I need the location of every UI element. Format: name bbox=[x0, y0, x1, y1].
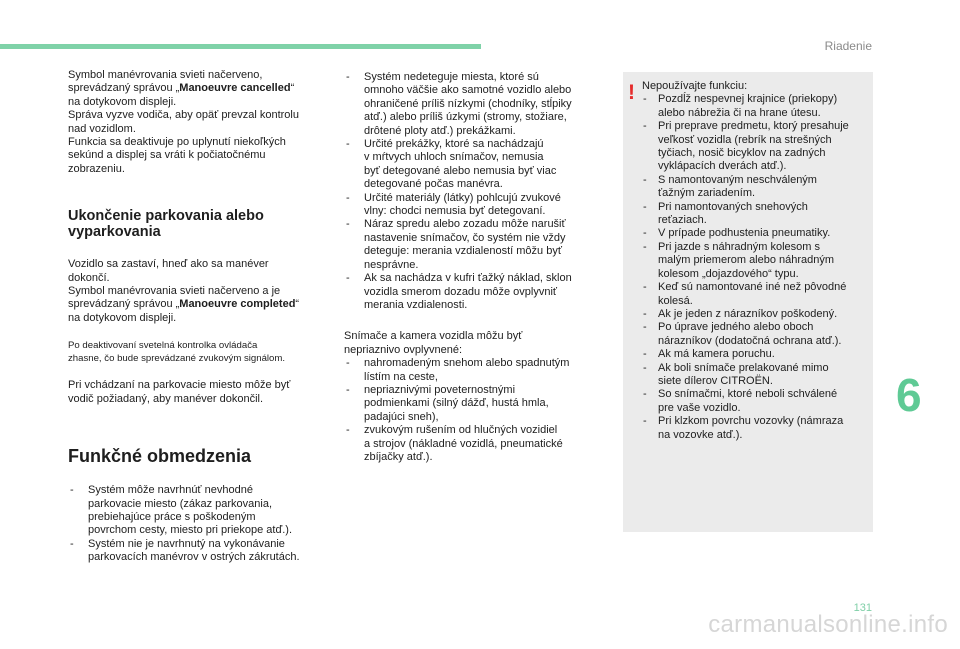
limitations-list bbox=[68, 484, 330, 564]
watermark: carmanualsonline.info bbox=[708, 611, 948, 638]
list-item: - Po úprave jedného alebo oboch nárazníkov (dodatočná ochrana atď.). bbox=[642, 321, 870, 348]
message-cancelled: Manoeuvre cancelled bbox=[179, 82, 291, 95]
list-item: - Systém nedeteguje miesta, ktoré sú omnoho väčšie ako samotné vozidlo alebo ohraničené príliš nízkymi (chodníky, stĺpiky atď.) alebo príliš úzkymi (stromy, stožiare, drôtené ploty atď.) prekážkami. bbox=[344, 71, 596, 138]
warning-content bbox=[642, 80, 870, 442]
list-item: - Ak sa nachádza v kufri ťažký náklad, sklon vozidla smerom dozadu môže ovplyvniť merania vzdialenosti. bbox=[344, 272, 596, 312]
warning-box bbox=[623, 72, 873, 532]
heading-limitations: Funkčné obmedzenia bbox=[68, 446, 252, 467]
warning-intro: Nepoužívajte funkciu: bbox=[642, 80, 748, 92]
list-item: - Pri preprave predmetu, ktorý presahuje veľkosť vozidla (rebrík na strešných tyčiach, nosič bicyklov na zadných vyklápacích dverách atď.). bbox=[642, 120, 870, 174]
list-item: - Ak je jeden z nárazníkov poškodený. bbox=[642, 308, 870, 321]
heading-end-parking: Ukončenie parkovania alebo vyparkovania bbox=[68, 208, 264, 241]
list-item: - Systém môže navrhnúť nevhodné parkovacie miesto (zákaz parkovania, prebiehajúce práce s poškodeným povrchom cesty, miesto pri priekope atď.). bbox=[68, 484, 330, 538]
list-item: - zvukovým rušením od hlučných vozidiel a strojov (nákladné vozidlá, pneumatické zbíjačky atď.). bbox=[344, 424, 596, 464]
list-item: - Náraz spredu alebo zozadu môže narušiť nastavenie snímačov, čo systém nie vždy deteguje: merania vzdialeností môžu byť nesprávne. bbox=[344, 218, 596, 272]
list-item: - Určité materiály (látky) pohlcujú zvukové vlny: chodci nemusia byť detegovaní. bbox=[344, 192, 596, 219]
sensors-list bbox=[344, 357, 596, 464]
end-paragraph: Vozidlo sa zastaví, hneď ako sa manéver dokončí. Symbol manévrovania svieti načerveno a je sprevádzaný správou „Manoeuvre completed“ na dotykovom displeji. bbox=[68, 258, 300, 324]
list-item: - V prípade podhustenia pneumatiky. bbox=[642, 227, 870, 240]
detection-limits-list bbox=[344, 71, 596, 312]
list-item: - Pri namontovaných snehových reťaziach. bbox=[642, 201, 870, 228]
list-item: - Ak boli snímače prelakované mimo siete dílerov CITROËN. bbox=[642, 362, 870, 389]
chapter-title: Riadenie bbox=[824, 39, 872, 53]
page-number: 131 bbox=[853, 602, 872, 614]
list-item: - Pri klzkom povrchu vozovky (námraza na vozovke atď.). bbox=[642, 415, 870, 442]
list-item: - nepriaznivými poveternostnými podmienkami (silný dážď, hustá hmla, padajúci sneh), bbox=[344, 384, 596, 424]
entry-paragraph: Pri vchádzaní na parkovacie miesto môže byť vodič požiadaný, aby manéver dokončil. bbox=[68, 379, 291, 405]
note-paragraph: Po deaktivovaní svetelná kontrolka ovládača zhasne, čo bude sprevádzané zvukovým signálom. bbox=[68, 340, 286, 365]
list-item: - Keď sú namontované iné než pôvodné kolesá. bbox=[642, 281, 870, 308]
message-completed: Manoeuvre completed bbox=[179, 298, 296, 311]
column-middle bbox=[344, 71, 596, 464]
list-item: - S namontovaným neschváleným ťažným zariadením. bbox=[642, 174, 870, 201]
warning-exclamation-icon: ! bbox=[628, 81, 635, 104]
warning-list bbox=[642, 93, 870, 442]
list-item: - Určité prekážky, ktoré sa nachádzajú v mŕtvych uhloch snímačov, nemusia byť detegované alebo nemusia byť viac detegované počas manévra. bbox=[344, 138, 596, 192]
intro-paragraph: Symbol manévrovania svieti načerveno, sprevádzaný správou „Manoeuvre cancelled“ na dotykovom displeji. Správa vyzve vodiča, aby opäť prevzal kontrolu nad vozidlom. Funkcia sa deaktivuje po uplynutí niekoľkých sekúnd a displej sa vráti k počiatočnému zobrazeniu. bbox=[68, 69, 299, 175]
list-item: - So snímačmi, ktoré neboli schválené pre vaše vozidlo. bbox=[642, 388, 870, 415]
list-item: - Pozdĺž nespevnej krajnice (priekopy) alebo nábrežia či na hrane útesu. bbox=[642, 93, 870, 120]
sensors-intro: Snímače a kamera vozidla môžu byť nepriaznivo ovplyvnené: bbox=[344, 330, 523, 356]
list-item: - Ak má kamera poruchu. bbox=[642, 348, 870, 361]
chapter-number-tab: 6 bbox=[896, 369, 922, 421]
column-left bbox=[68, 69, 330, 565]
list-item: - Pri jazde s náhradným kolesom s malým priemerom alebo náhradným kolesom „dojazdového“ typu. bbox=[642, 241, 870, 281]
list-item: - Systém nie je navrhnutý na vykonávanie parkovacích manévrov v ostrých zákrutách. bbox=[68, 538, 330, 565]
chapter-color-bar bbox=[0, 44, 481, 49]
list-item: - nahromadeným snehom alebo spadnutým lístím na ceste, bbox=[344, 357, 596, 384]
